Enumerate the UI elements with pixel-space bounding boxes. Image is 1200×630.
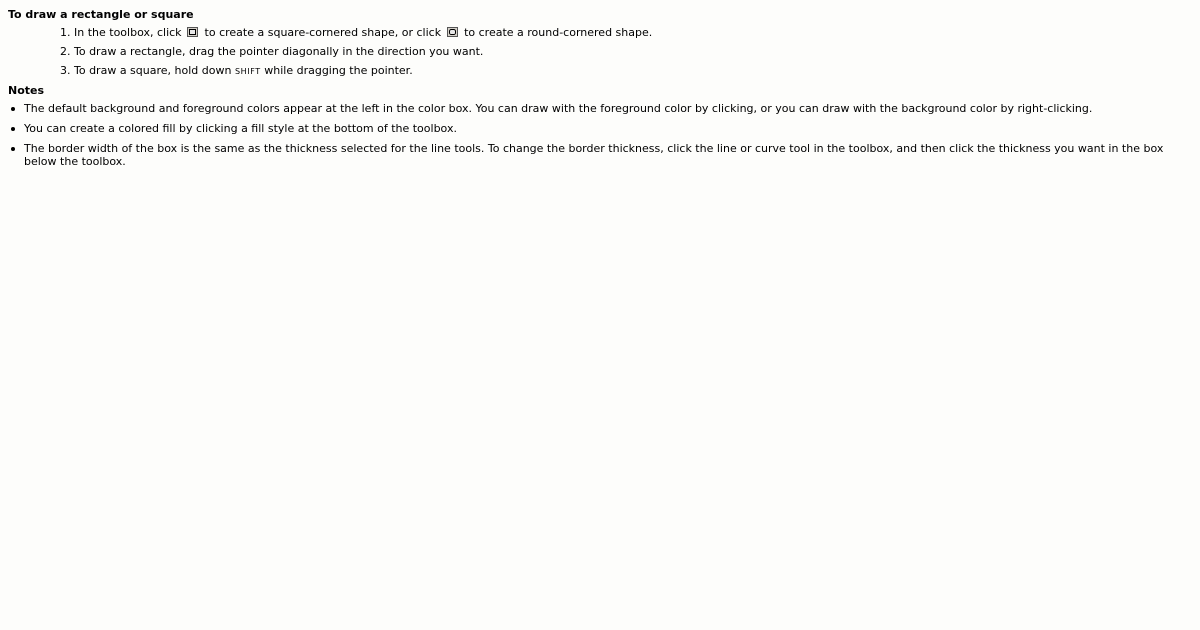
step-number: 3. [60,64,71,77]
step-text: To draw a rectangle, drag the pointer diagonally in the direction you want. [74,45,484,58]
shift-key-label: SHIFT [234,67,261,76]
step-text-part: to create a square-cornered shape, or click [204,26,442,39]
step-number: 2. [60,45,71,58]
rounded-rectangle-tool-icon [447,27,458,37]
rectangle-tool-icon [187,27,198,37]
step-text-part: to create a round-cornered shape. [464,26,653,39]
note-item: The default background and foreground colors appear at the left in the color box. You can draw with the foreground color by clicking, or you can draw with the background color by right-clicking. [24,102,1192,115]
note-item: You can create a colored fill by clicking a fill style at the bottom of the toolbox. [24,122,1192,135]
step-text-part: To draw a square, hold down [74,64,232,77]
step-text-part: In the toolbox, click [74,26,182,39]
notes-heading: Notes [8,84,45,97]
steps-list [8,26,1192,78]
step-item-2 [60,45,1192,58]
note-item: The border width of the box is the same as the thickness selected for the line tools. To change the border thickness, click the line or curve tool in the toolbox, and then click the thickness you want in the box below the toolbox. [24,142,1192,168]
step-text-part: while dragging the pointer. [264,64,413,77]
page-heading: To draw a rectangle or square [8,8,194,21]
step-item-3 [60,64,1192,78]
step-number: 1. [60,26,71,39]
step-item-1 [60,26,1192,39]
notes-list [8,102,1192,168]
